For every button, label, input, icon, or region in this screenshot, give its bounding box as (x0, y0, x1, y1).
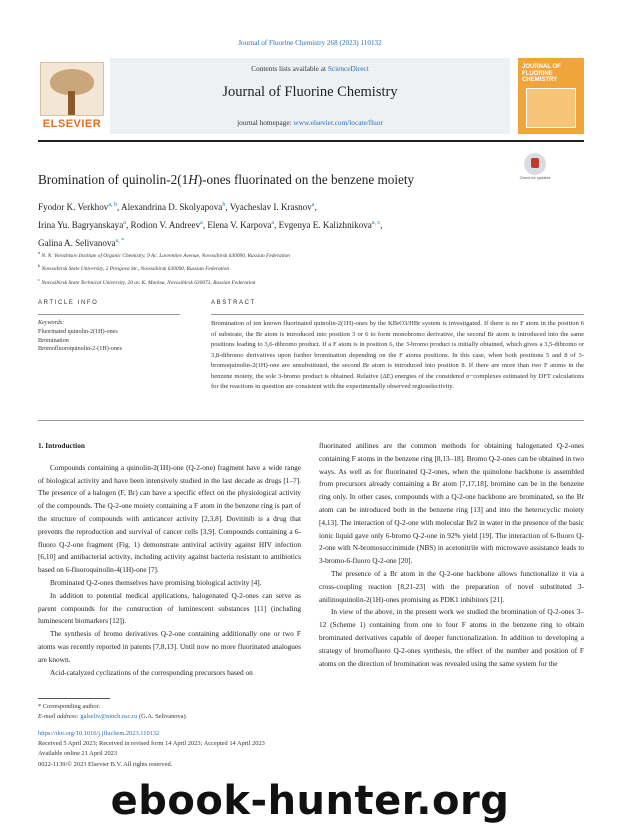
corresponding-author-note: * Corresponding author. (38, 703, 100, 710)
section-heading: 1. Introduction (38, 441, 85, 450)
publication-info (38, 729, 358, 770)
tree-icon (40, 62, 104, 116)
author[interactable]: Galina A. Selivanova$^{a, *}$ (38, 238, 125, 249)
online-date: Available online 21 April 2023 (38, 750, 118, 758)
affiliation: $^a$ N. N. Vorozhtsov Institute of Organic Chemistry, 9 Ac. Lavrentiev Avenue, Novosibirsk 630090, Russian Federation (38, 250, 291, 259)
paragraph: Compounds containing a quinolin-2(1H)-one (Q-2-one) fragment have a wide range of biological activity and have been intensively studied in the last decade as drugs [1–7]. The presence of a halogen (F, Br) can have a specific effect on the physiological activity of the compounds. The Q-2-one moiety containing a F atom in the benzene ring is part of the structure of compounds with anticancer activity [2,3,8]. Dovitinib is a drug that prevents the reproduction and survival of cancer cells [3,9]. Compounds containing a 6-fluoro Q-2-one fragment (Fig. 1) demonstrate antiviral activity against HIV infection [6,10] and antibacterial activity, including activity against bacteria resistant to antibiotics based on 6-fluoroquinolin-4(1H)-one [7]. (38, 462, 301, 575)
homepage-line: journal homepage: www.elsevier.com/locate/fluor (237, 118, 383, 127)
article-title: Bromination of quinolin-2(1H)-ones fluorinated on the benzene moiety (38, 172, 415, 187)
author[interactable]: Evgenya E. Kalizhnikova$^{a, c}$ (278, 220, 381, 231)
elsevier-wordmark: ELSEVIER (42, 118, 102, 130)
keyword[interactable]: Fluorinated quinolin-2(1H)-ones (38, 328, 118, 335)
sciencedirect-link[interactable]: ScienceDirect (327, 64, 369, 73)
received-dates: Received 5 April 2023; Received in revised form 14 April 2023; Accepted 14 April 2023 (38, 740, 265, 748)
author[interactable]: Vyacheslav I. Krasnov$^a$ (229, 202, 315, 213)
footnotes (38, 702, 338, 722)
author-line-2: Irina Yu. Bagryanskaya$^a$, Rodion V. Andreev$^a$, Elena V. Karpova$^a$, Evgenya E. Kalizhnikova$^{a, c}$, (38, 220, 383, 231)
cover-title: JOURNAL OF FLUORINE CHEMISTRY (522, 64, 561, 84)
footnote-rule (38, 698, 110, 699)
check-updates-label: Check for updates (519, 176, 551, 180)
check-for-updates-button[interactable] (519, 153, 551, 187)
affiliation: $^b$ Novosibirsk State University, 2 Pirogova Str., Novosibirsk 630090, Russian Federation (38, 263, 230, 273)
keyword[interactable]: Bromofluoroquinolin-2-(1H)-ones (38, 346, 122, 353)
paragraph: fluorinated anilines are the common methods for obtaining halogenated Q-2-ones containing F atoms in the benzene ring [8,13–18]. Bromo Q-2-ones can be obtained in two ways. As well as for fluorinated Q-2-ones, when the quinolone backbone is assembled from precursors already containing a Br atom [7,17,18], bromine can be in the benzene ring only. In other cases, compounds with a Q-2-one backbone are brominated, so the Br atom can be introduced both in the benzene ring [13] and into the heterocyclic moiety [4,13]. The interaction of Q-2-one with molecular Br2 in water in the presence of the basic ionic liquid gave only 6-bromo Q-2-one in 92% yield [19]. The interaction of 6-fluoro Q-2-one with N-bromosuccinimide (NBS) in acetonitrile with microwave assistance leads to 3-bromo-6-fluoro Q-2-one [20]. (319, 441, 584, 566)
author[interactable]: Rodion V. Andreev$^a$ (130, 220, 203, 231)
body-left-column (38, 440, 301, 679)
keywords-block (38, 319, 180, 354)
body-right-column (319, 440, 584, 670)
keyword[interactable]: Bromination (38, 337, 69, 344)
journal-cover-thumbnail[interactable] (518, 58, 584, 134)
homepage-link[interactable]: www.elsevier.com/locate/fluor (293, 118, 383, 127)
keywords-label: Keywords: (38, 320, 65, 326)
paragraph: Brominated Q-2-ones themselves have promising biological activity [4]. (50, 577, 262, 587)
author-list (38, 197, 584, 251)
abstract-text: Bromination of ten known fluorinated quinolin-2(1H)-ones by the KBrO3/HBr system is investigated. If there is no F atom in the position 6 of substrate, the Br atom is introduced into position 3 or 6 to form monobromo derivative, the second Br atom is introduced into the same positions leading to 3,6-dibromo product. If a F atom is in position 6, the 3-bromo product is initially obtained, which gives a 3,5-dibromo or 3,8-dibromo derivatives upon further bromination depending on the F atoms positions. In this case, when both positions 5 and 8 of 3-bromoquinolin-2(1H)-one are unsubstituted, the second Br atom is introduced into position 8. If there are more than two F atoms in the benzene moiety, the sole 3-bromo product is obtained. Relative (ΔE) energies of the considered σ−complexes estimated by DFT calculations for the reactions in question are consistent with the experimentally observed regioselectivity. (211, 320, 584, 391)
email-line: E-mail address: galseliv@nioch.nsc.ru (G.A. Selivanova). (38, 713, 188, 721)
bookmark-icon (524, 153, 546, 175)
journal-title: Journal of Fluorine Chemistry (222, 84, 398, 100)
author[interactable]: Alexandrina D. Skolyapova$^b$ (121, 202, 226, 213)
author[interactable]: Elena V. Karpova$^a$ (207, 220, 275, 231)
paragraph: In view of the above, in the present work we studied the bromination of Q-2-ones 3–12 (Scheme 1) containing from one to four F atoms in the benzene ring to obtain brominated derivatives capable of deeper functionalization. In addition to developing a strategy of bromofluoro Q-2-ones synthesis, the effect of the number and position of F atoms on the direction of bromination was revealed using the same system for the (319, 607, 584, 668)
article-info-rule (38, 314, 180, 315)
journal-banner (110, 58, 510, 134)
abstract-rule (211, 314, 584, 315)
cover-image (526, 88, 576, 128)
contents-line: Contents lists available at ScienceDirect (251, 64, 369, 73)
abstract-bottom-rule (38, 420, 584, 421)
affiliation: $^c$ Novosibirsk State Technical University, 20 av. K. Marksa, Novosibirsk 630073, Russian Federation (38, 276, 256, 286)
author[interactable]: Fyodor K. Verkhov$^{a, b}$ (38, 202, 117, 213)
author[interactable]: Irina Yu. Bagryanskaya$^a$ (38, 220, 126, 231)
abstract-heading: ABSTRACT (211, 300, 256, 306)
article-info-heading: ARTICLE INFO (38, 300, 99, 306)
copyright: 0022-1139/© 2023 Elsevier B.V. All rights reserved. (38, 760, 173, 768)
elsevier-logo[interactable] (38, 62, 106, 132)
email-link[interactable]: galseliv@nioch.nsc.ru (80, 713, 138, 721)
affiliations (38, 248, 584, 288)
watermark: ebook-hunter.org (110, 778, 510, 824)
running-header[interactable]: Journal of Fluorine Chemistry 268 (2023) 110132 (238, 39, 382, 47)
paragraph: The synthesis of bromo derivatives Q-2-one containing additionally one or two F atoms was recently reported in patents [7,8,13]. Until now no more fluorinated analogues are known. (38, 629, 301, 664)
author-line-1: Fyodor K. Verkhov$^{a, b}$, Alexandrina D. Skolyapova$^b$, Vyacheslav I. Krasnov$^a$, (38, 202, 317, 213)
header-divider (38, 140, 584, 142)
paragraph: Acid-catalyzed cyclizations of the corresponding precursors based on (50, 667, 253, 677)
paragraph: In addition to potential medical applications, halogenated Q-2-ones can serve as parent compounds for the construction of luminescent substances [11] (including luminescent biomarkers [12]). (38, 590, 301, 626)
doi-link[interactable]: https://doi.org/10.1016/j.jfluchem.2023.110132 (38, 730, 160, 737)
journal-masthead (38, 58, 584, 138)
paragraph: The presence of a Br atom in the Q-2-one backbone allows functionalize it via a cross-coupling reaction [8,21-23] with the preparation of novel substituted 3-anilinoquinolin-2(1H)-ones promising as PDK1 inhibitors [21]. (319, 568, 584, 604)
